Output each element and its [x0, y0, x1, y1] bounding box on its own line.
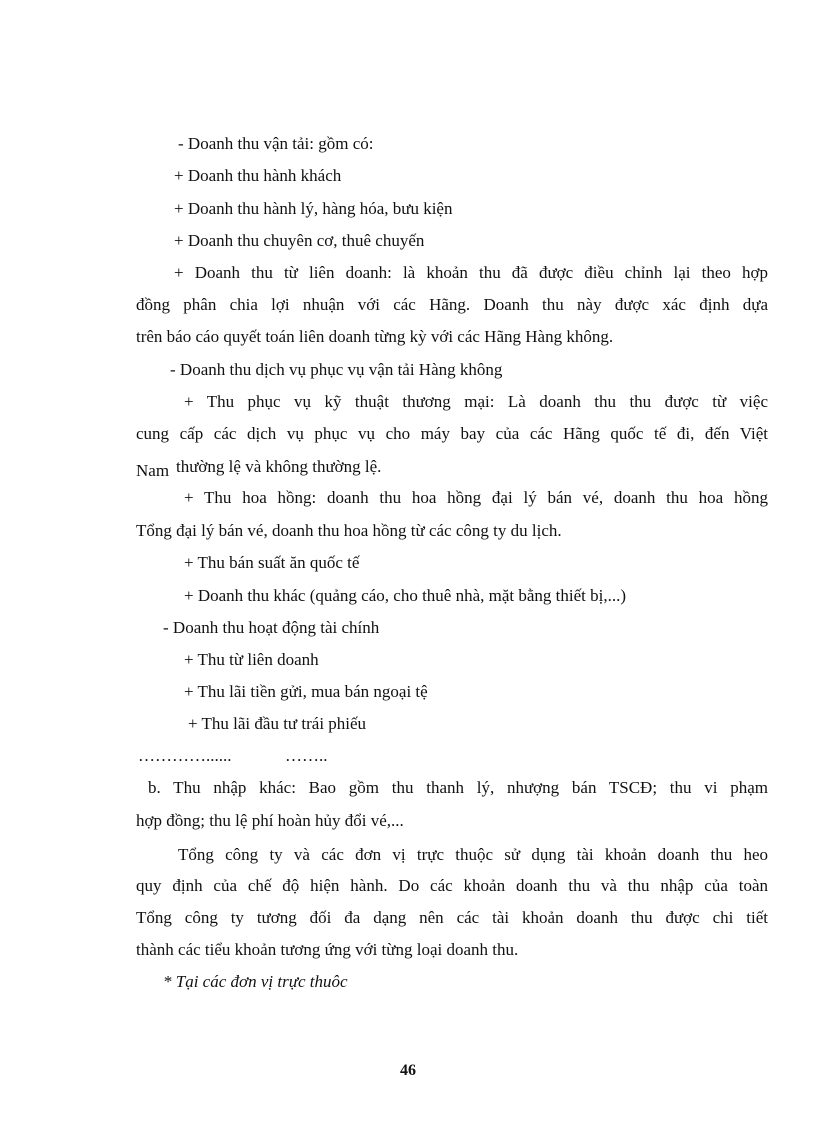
- text-line: - Doanh thu dịch vụ phục vụ vận tải Hàng không: [170, 360, 503, 379]
- text-line: - Doanh thu hoạt động tài chính: [163, 618, 380, 637]
- text-line: + Thu lãi đầu tư trái phiếu: [188, 714, 367, 733]
- ellipsis-text: …………......: [138, 746, 232, 765]
- text-line: + Doanh thu khác (quảng cáo, cho thuê nhà, mặt bằng thiết bị,...): [184, 586, 627, 605]
- page-number: 46: [400, 1062, 416, 1079]
- text-line: đồng phân chia lợi nhuận với các Hãng. Doanh thu này được xác định dựa: [136, 295, 768, 314]
- text-line: thành các tiểu khoản tương ứng với từng loại doanh thu.: [136, 940, 519, 959]
- text-line: quy định của chế độ hiện hành. Do các khoản doanh thu và thu nhập của toàn: [136, 876, 768, 895]
- text-line: + Doanh thu chuyên cơ, thuê chuyến: [174, 231, 425, 250]
- ellipsis-text: ……..: [285, 746, 328, 765]
- text-line: Nam: [136, 461, 170, 480]
- text-line: Tổng công ty tương đối đa dạng nên các tài khoản doanh thu được chi tiết: [136, 908, 768, 927]
- text-line: + Doanh thu hành khách: [174, 166, 342, 185]
- text-line: + Thu hoa hồng: doanh thu hoa hồng đại lý bán vé, doanh thu hoa hồng: [184, 488, 768, 507]
- text-line: thường lệ và không thường lệ.: [176, 457, 382, 476]
- text-line: + Thu phục vụ kỹ thuật thương mại: Là doanh thu thu được từ việc: [184, 392, 768, 411]
- text-line: Tổng đại lý bán vé, doanh thu hoa hồng từ các công ty du lịch.: [136, 521, 562, 540]
- italic-heading: * Tại các đơn vị trực thuôc: [163, 972, 348, 991]
- text-line: + Doanh thu hành lý, hàng hóa, bưu kiện: [174, 199, 453, 218]
- text-line: + Doanh thu từ liên doanh: là khoản thu đã được điều chỉnh lại theo hợp: [174, 263, 768, 282]
- text-line: + Thu từ liên doanh: [184, 650, 319, 669]
- text-line: cung cấp các dịch vụ phục vụ cho máy bay của các Hãng quốc tế đi, đến Việt: [136, 424, 768, 443]
- text-line: Tổng công ty và các đơn vị trực thuộc sử dụng tài khoản doanh thu heo: [178, 845, 768, 864]
- text-line: b. Thu nhập khác: Bao gồm thu thanh lý, nhượng bán TSCĐ; thu vi phạm: [148, 778, 768, 797]
- text-line: hợp đồng; thu lệ phí hoàn hủy đổi vé,...: [136, 811, 404, 830]
- text-line: + Thu lãi tiền gửi, mua bán ngoại tệ: [184, 682, 428, 701]
- text-line: + Thu bán suất ăn quốc tế: [184, 553, 360, 572]
- text-line: trên báo cáo quyết toán liên doanh từng kỳ với các Hãng Hàng không.: [136, 327, 614, 346]
- text-line: - Doanh thu vận tải: gồm có:: [178, 134, 374, 153]
